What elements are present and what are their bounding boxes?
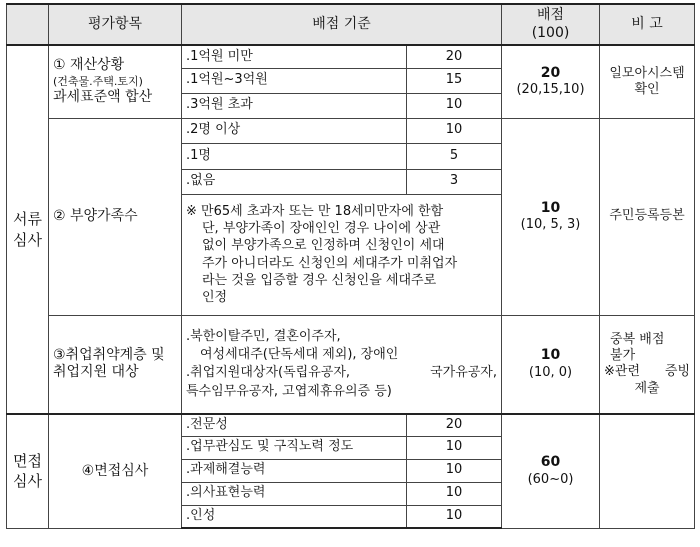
item-property-title: ① 재산상황 xyxy=(53,57,125,74)
category-interview xyxy=(7,414,49,528)
category-interview-line1: 면접 xyxy=(13,452,42,470)
criteria-label: .과제해결능력 xyxy=(182,459,407,482)
vulnerable-note-line1: 중복 배점 xyxy=(610,331,665,347)
property-score xyxy=(502,45,600,118)
vulnerable-note-line3a: ※관련 xyxy=(604,364,641,380)
table-row xyxy=(7,414,695,436)
vulnerable-note xyxy=(600,315,695,414)
property-score-value: 20 xyxy=(540,64,561,81)
dependents-footnote xyxy=(182,194,502,315)
header-item: 평가항목 xyxy=(49,4,182,45)
criteria-label: .3억원 초과 xyxy=(182,93,407,118)
dependents-score-detail: (10, 5, 3) xyxy=(520,217,581,233)
vulnerable-criteria xyxy=(182,315,502,414)
criteria-points: 20 xyxy=(407,45,502,68)
vulnerable-line: 국가유공자, xyxy=(430,365,498,381)
header-criteria: 배점 기준 xyxy=(182,4,502,45)
vulnerable-line: .취업지원대상자(독립유공자, xyxy=(186,365,351,381)
item-property-title2: 과세표준액 합산 xyxy=(53,88,153,105)
interview-score-detail: (60~0) xyxy=(527,471,574,487)
category-doc-review xyxy=(7,45,49,414)
vulnerable-line: 특수임무유공자, 고엽제휴유의증 등) xyxy=(186,383,392,399)
dependents-note: 주민등록등본 xyxy=(600,118,695,315)
criteria-points: 10 xyxy=(407,505,502,528)
vulnerable-note-line2: 불가 xyxy=(610,348,636,363)
header-row xyxy=(7,4,695,45)
criteria-points: 3 xyxy=(407,169,502,194)
footnote-line: 단, 부양가족이 장애인인 경우 나이에 상관 xyxy=(202,221,441,237)
criteria-points: 15 xyxy=(407,68,502,93)
vulnerable-line: .북한이탈주민, 결혼이주자, xyxy=(186,328,341,344)
header-score xyxy=(502,4,600,45)
vulnerable-note-line3 xyxy=(604,364,690,380)
header-score-line1: 배점 xyxy=(536,7,565,23)
vulnerable-note-line3b: 증빙 xyxy=(664,364,691,380)
category-interview-line2: 심사 xyxy=(13,472,42,491)
criteria-points: 20 xyxy=(407,414,502,436)
property-note: 일모아시스템 확인 xyxy=(600,45,695,118)
footnote-line: 주가 아니더라도 신청인의 세대주가 미취업자 xyxy=(202,255,458,271)
interview-score-value: 60 xyxy=(540,454,561,471)
scoring-table xyxy=(6,3,695,529)
vulnerable-score-value: 10 xyxy=(540,347,561,364)
footnote-line: ※ 만65세 초과자 또는 만 18세미만자에 한함 xyxy=(186,204,444,220)
dependents-score xyxy=(502,118,600,315)
interview-score xyxy=(502,414,600,528)
footnote-line: 인정 xyxy=(202,289,228,305)
criteria-points: 10 xyxy=(407,118,502,143)
header-category xyxy=(7,4,49,45)
dependents-score-value: 10 xyxy=(540,199,561,216)
criteria-points: 10 xyxy=(407,436,502,459)
item-property xyxy=(49,45,182,118)
footnote-line: 라는 것을 입증할 경우 신청인을 세대주로 xyxy=(202,272,437,288)
criteria-label: .없음 xyxy=(182,169,407,194)
item-dependents: ② 부양가족수 xyxy=(49,118,182,315)
criteria-label: .1억원~3억원 xyxy=(182,68,407,93)
vulnerable-line-split xyxy=(186,364,497,382)
interview-note xyxy=(600,414,695,528)
footnote-line: 없이 부양가족으로 인정하며 신청인이 세대 xyxy=(202,238,445,254)
criteria-label: .업무관심도 및 구직노력 정도 xyxy=(182,436,407,459)
item-property-sub: (건축물.주택.토지) xyxy=(53,74,143,88)
vulnerable-note-line4: 제출 xyxy=(634,380,660,396)
criteria-points: 10 xyxy=(407,93,502,118)
criteria-points: 10 xyxy=(407,459,502,482)
property-score-detail: (20,15,10) xyxy=(516,82,585,98)
criteria-label: .2명 이상 xyxy=(182,118,407,143)
vulnerable-score-detail: (10, 0) xyxy=(528,364,573,380)
vulnerable-line: 여성세대주(단독세대 제외), 장애인 xyxy=(200,347,399,362)
criteria-points: 5 xyxy=(407,143,502,169)
header-score-line2: (100) xyxy=(531,24,570,41)
criteria-label: .1명 xyxy=(182,143,407,169)
criteria-label: .1억원 미만 xyxy=(182,45,407,68)
table-row xyxy=(7,315,695,414)
criteria-points: 10 xyxy=(407,482,502,505)
item-interview: ④면접심사 xyxy=(49,414,182,528)
vulnerable-score xyxy=(502,315,600,414)
category-doc-line2: 심사 xyxy=(13,230,42,249)
header-note: 비 고 xyxy=(600,4,695,45)
table-row xyxy=(7,118,695,143)
criteria-label: .의사표현능력 xyxy=(182,482,407,505)
criteria-label: .전문성 xyxy=(182,414,407,436)
criteria-label: .인성 xyxy=(182,505,407,528)
item-vulnerable: ③취업취약계층 및 취업지원 대상 xyxy=(49,315,182,414)
category-doc-line1: 서류 xyxy=(13,210,42,229)
table-row xyxy=(7,45,695,68)
